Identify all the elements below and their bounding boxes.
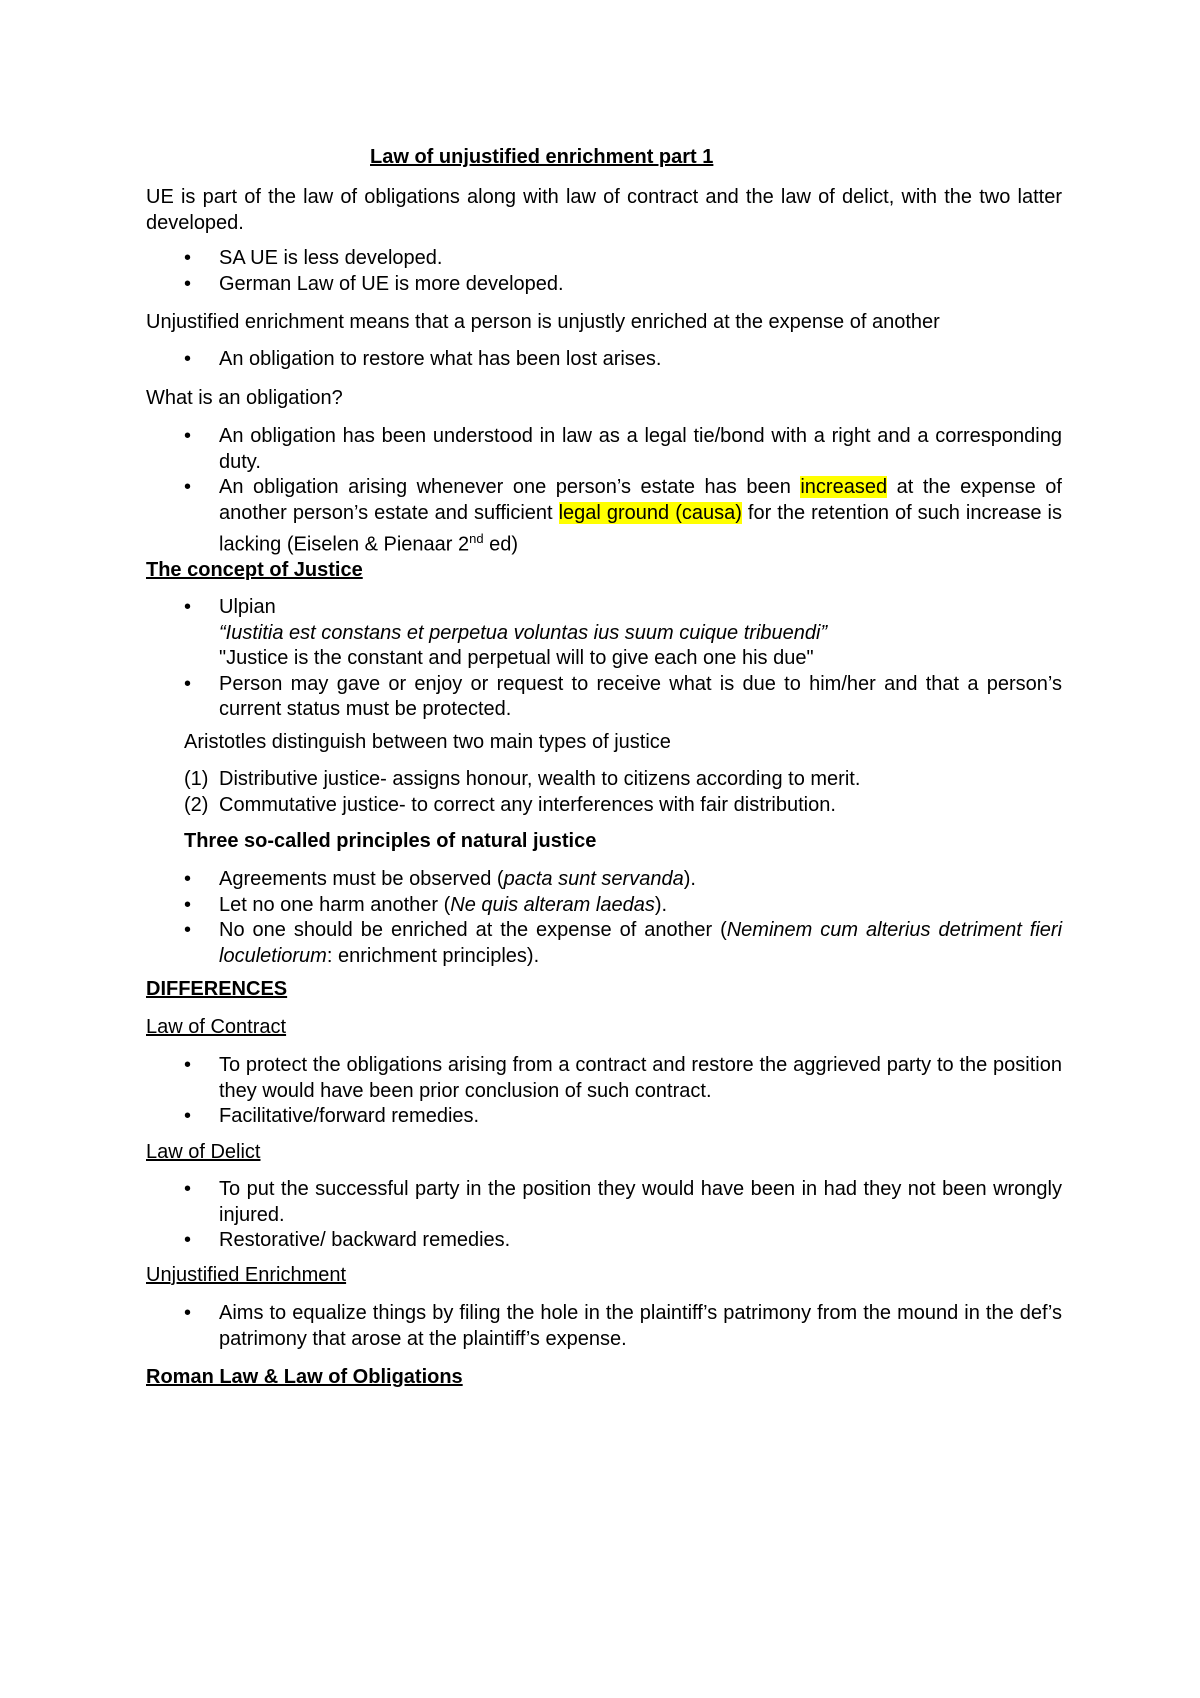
bullet-icon: • — [184, 247, 192, 269]
list-item: • No one should be enriched at the expense of another (Neminem cum alterius detriment fieri loculetiorum: enrichment principles). — [184, 919, 1063, 967]
document-title: Law of unjustified enrichment part 1 — [370, 146, 714, 168]
list-item: • Person may gave or enjoy or request to receive what is due to him/her and that a person’s current status must be protected. — [184, 672, 1062, 720]
list-item: (1) Distributive justice- assigns honour, wealth to citizens according to merit. — [184, 768, 861, 790]
list-item: • Ulpian “Iustitia est constans et perpetua voluntas ius suum cuique tribuendi” "Justice is the constant and perpetual will to give each one his due" — [184, 596, 828, 669]
bullet-icon: • — [184, 672, 192, 695]
list-item: • German Law of UE is more developed. — [146, 272, 1062, 298]
bullet-icon: • — [184, 919, 192, 941]
list-item: • To protect the obligations arising from a contract and restore the aggrieved party to the position they would have been prior conclusion of such contract. — [184, 1054, 1062, 1102]
obligation-question: What is an obligation? — [146, 387, 343, 409]
intro-paragraph: UE is part of the law of obligations along with law of contract and the law of delict, with the two latter developed. — [146, 186, 1062, 234]
list-item: • SA UE is less developed. — [146, 246, 1062, 272]
differences-heading: DIFFERENCES — [146, 978, 288, 1000]
justice-types-list — [184, 766, 1062, 818]
highlight-increased: increased — [800, 476, 888, 498]
principles-heading: Three so-called principles of natural justice — [184, 830, 597, 852]
justice-bullet-list — [146, 595, 1062, 723]
bullet-icon: • — [184, 476, 192, 498]
bullet-icon: • — [184, 868, 192, 890]
bullet-icon: • — [184, 596, 192, 618]
list-item: • To put the successful party in the position they would have been in had they not been wrongly injured. — [184, 1178, 1062, 1226]
bullet-icon: • — [184, 348, 192, 370]
english-quote: "Justice is the constant and perpetual will to give each one his due" — [219, 647, 814, 669]
principles-list — [146, 867, 1062, 969]
list-item: • An obligation has been understood in law as a legal tie/bond with a right and a corresponding duty. — [184, 425, 1062, 473]
list-item: • Agreements must be observed (pacta sunt servanda). — [146, 867, 1062, 893]
bullet-icon: • — [184, 1054, 192, 1076]
list-item: (2) Commutative justice- to correct any interferences with fair distribution. — [184, 794, 836, 816]
bullet-icon: • — [184, 1105, 192, 1127]
highlight-legal-ground: legal ground (causa) — [558, 501, 742, 524]
bullet-icon: • — [184, 272, 192, 295]
list-item: • Aims to equalize things by filing the hole in the plaintiff’s patrimony from the mound in the def’s patrimony that arose at the plaintiff’s expense. — [184, 1302, 1062, 1350]
latin-quote: “Iustitia est constans et perpetua voluntas ius suum cuique tribuendi” — [219, 621, 828, 644]
bullet-icon: • — [184, 1302, 192, 1324]
justice-heading: The concept of Justice — [146, 559, 363, 581]
delict-bullet-list — [146, 1177, 1062, 1254]
ue-definition: Unjustified enrichment means that a person is unjustly enriched at the expense of another — [146, 311, 940, 333]
list-item: • An obligation arising whenever one person’s estate has been increased at the expense of another person’s estate and sufficient legal ground (causa) for the retention of such increase is lacking (Eiselen & Pienaar 2nd ed) — [184, 476, 1063, 556]
contract-heading: Law of Contract — [146, 1016, 287, 1038]
delict-heading: Law of Delict — [146, 1141, 261, 1163]
roman-law-heading: Roman Law & Law of Obligations — [146, 1366, 463, 1388]
superscript: nd — [469, 531, 484, 546]
list-item: • Let no one harm another (Ne quis alteram laedas). — [146, 893, 1062, 919]
bullet-icon: • — [184, 893, 192, 916]
bullet-icon: • — [184, 1229, 192, 1251]
ue-section-heading: Unjustified Enrichment — [146, 1264, 347, 1286]
intro-bullet-list — [146, 246, 1062, 297]
bullet-icon: • — [184, 425, 192, 447]
list-item: • An obligation to restore what has been lost arises. — [146, 347, 1062, 373]
obligation-bullet-list — [146, 424, 1062, 558]
aristotles-paragraph: Aristotles distinguish between two main types of justice — [184, 731, 671, 753]
list-item: • Restorative/ backward remedies. — [146, 1228, 1062, 1254]
ue-section-bullet-list — [146, 1301, 1062, 1352]
list-item: • Facilitative/forward remedies. — [146, 1104, 1062, 1130]
contract-bullet-list — [146, 1053, 1062, 1130]
ue-bullet-list — [146, 347, 1062, 373]
bullet-icon: • — [184, 1178, 192, 1200]
